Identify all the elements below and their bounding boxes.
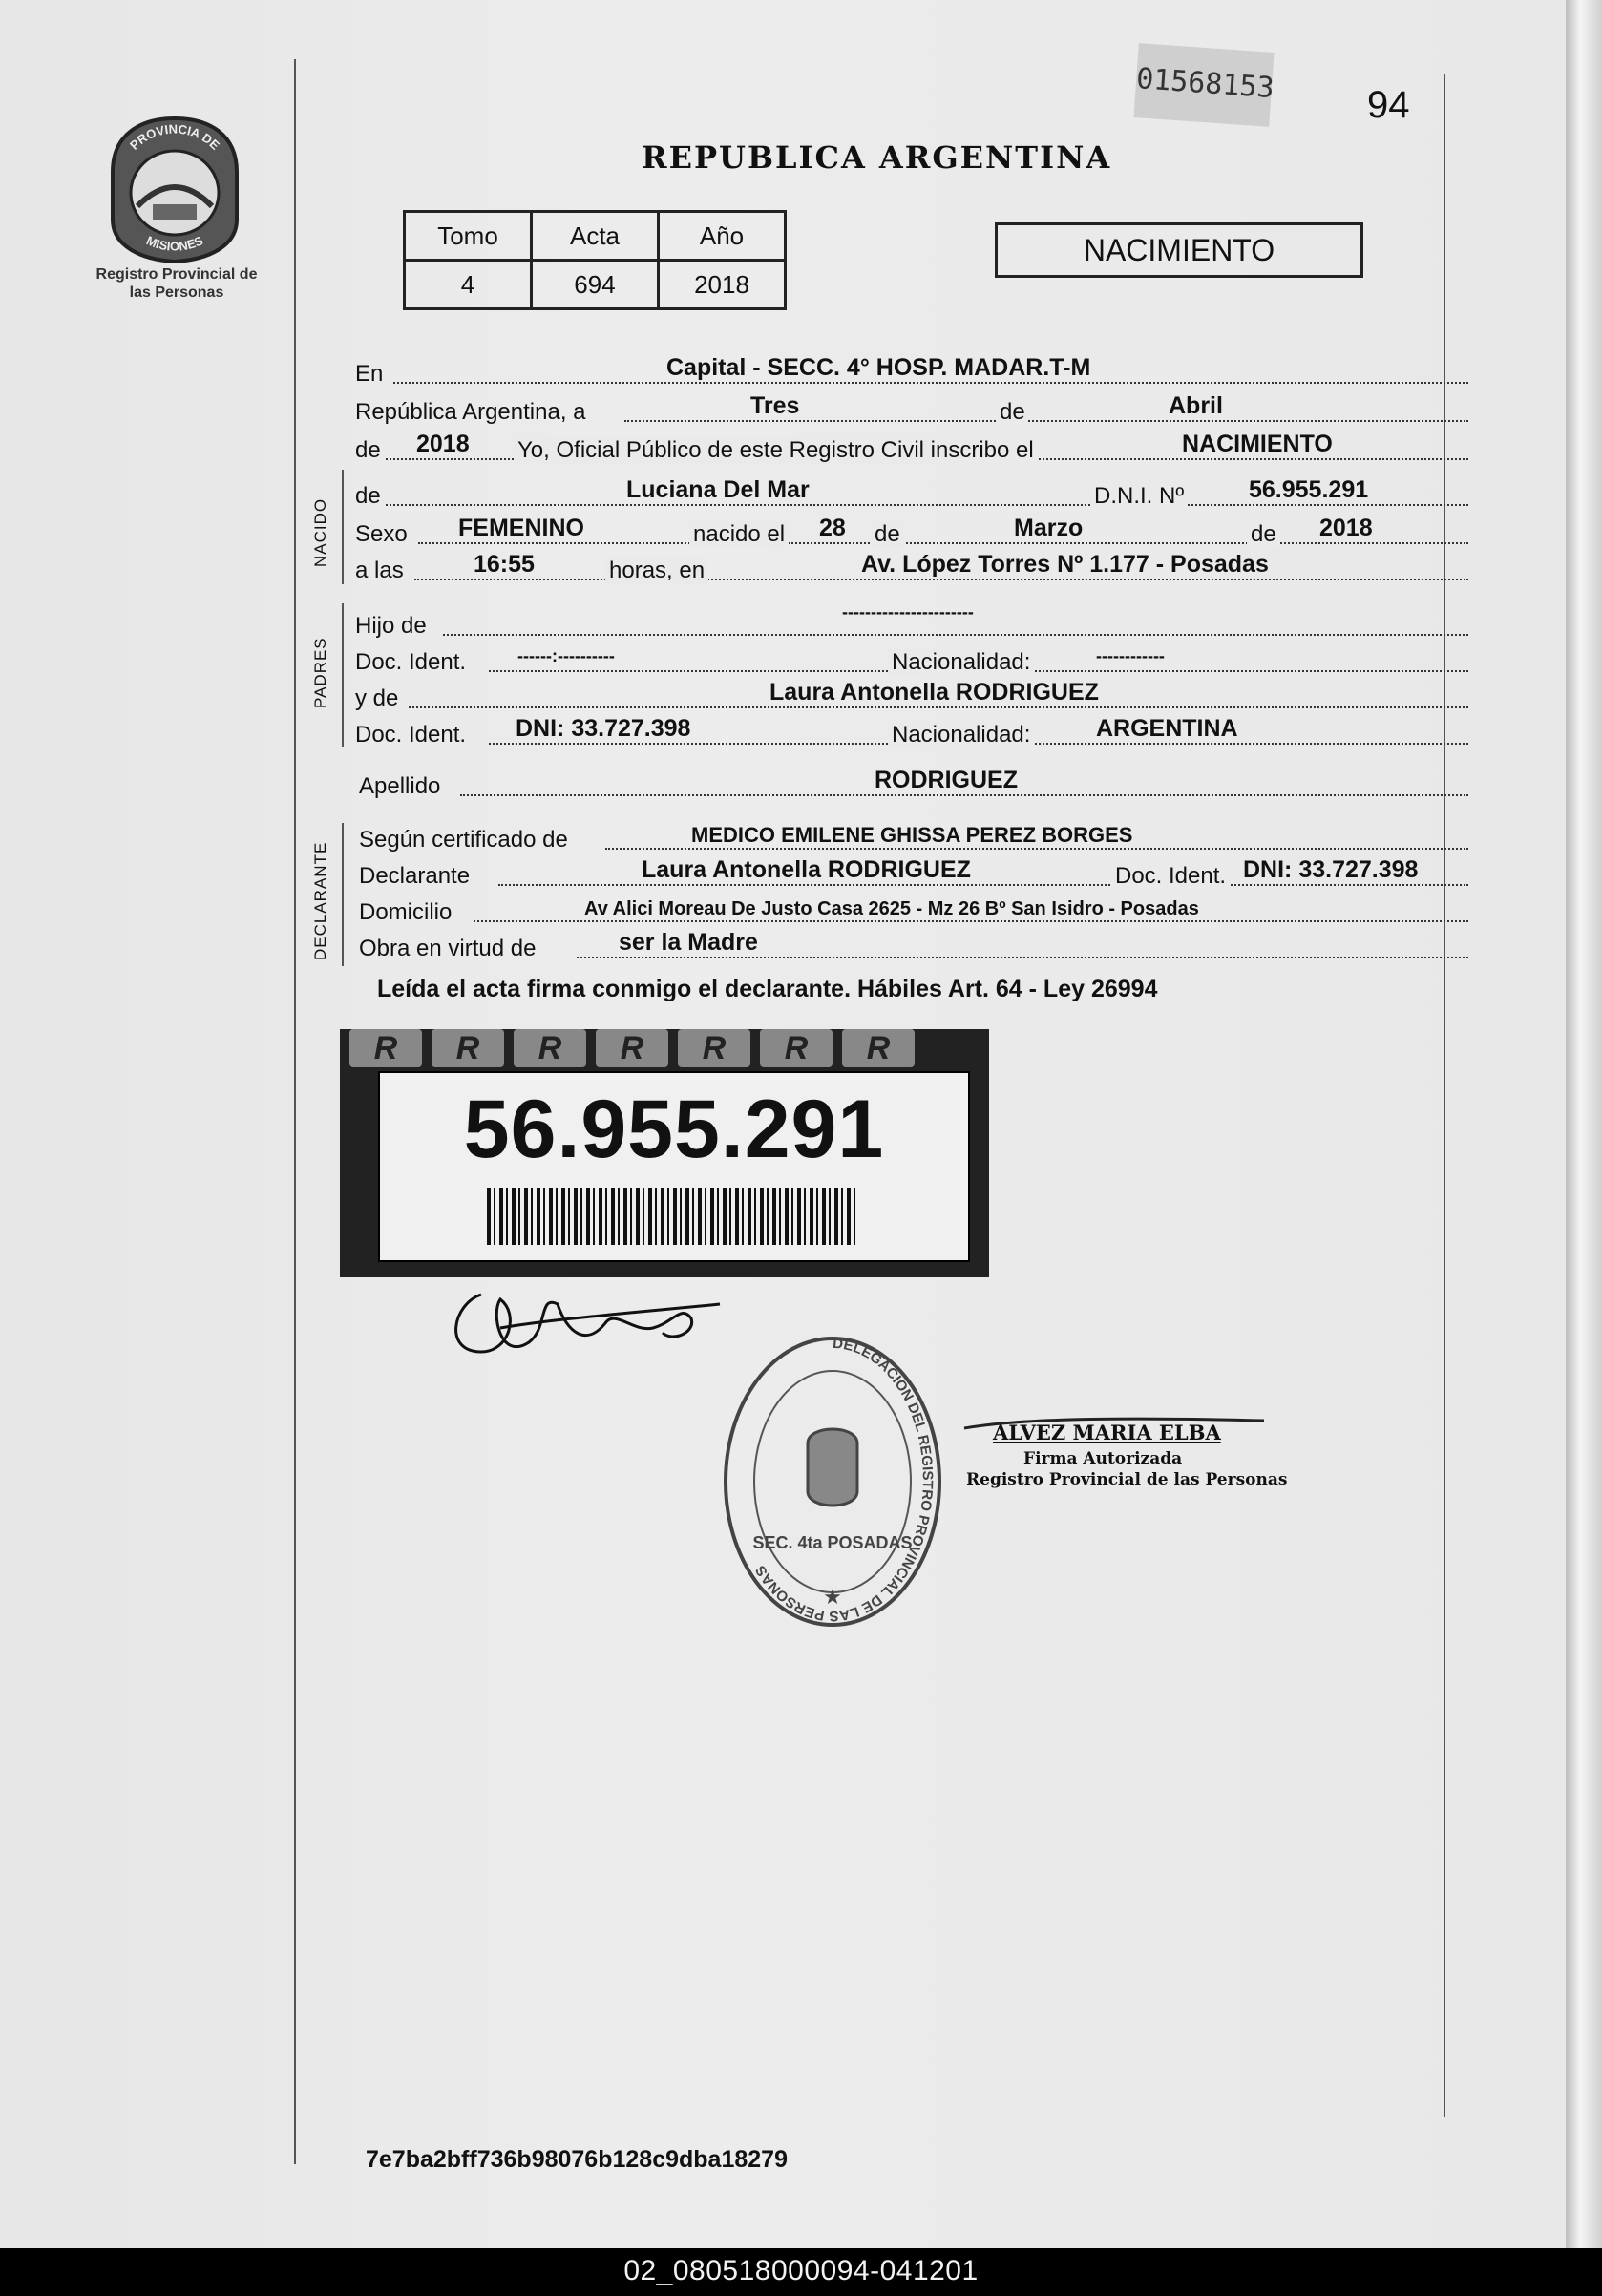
logo-caption: Registro Provincial de las Personas [95,266,258,301]
value-place: Av. López Torres Nº 1.177 - Posadas [861,551,1269,578]
label-segun: Según certificado de [359,827,568,853]
value-hijo: ----------------------- [842,602,974,621]
pattern-letter: R [678,1029,750,1067]
registry-stamp [718,1329,947,1634]
table-header-tomo: Tomo [405,212,532,261]
legal-note: Leída el acta firma conmigo el declarante. Hábiles Art. 64 - Ley 26994 [377,976,1158,1002]
row-name [355,477,1468,510]
section-label-nacido: NACIDO [311,497,329,567]
row-doc1 [355,643,1468,676]
table-value-anio: 2018 [659,261,786,309]
dotted-line [418,542,1468,544]
row-doc2 [355,716,1468,748]
label-dni: D.N.I. Nº [1090,483,1188,510]
stamp-inner-text: SEC. 4ta POSADAS [752,1533,913,1552]
record-type-box: NACIMIENTO [995,222,1363,278]
dotted-line [409,706,1468,708]
dotted-line [605,848,1468,850]
section-label-declarante: DECLARANTE [311,841,329,960]
dotted-line [624,420,1468,422]
footer-code: 02_080518000094-041201 [623,2255,979,2286]
seal-arc-bottom: MISIONES [144,233,205,254]
value-dni: 56.955.291 [1249,476,1369,503]
label-domicilio: Domicilio [359,899,453,925]
label-de: de [997,399,1028,426]
table-header-acta: Acta [532,212,659,261]
label-nacionalidad: Nacionalidad: [888,722,1034,748]
row-domicilio [355,894,1468,926]
label-declarante: Declarante [359,863,471,889]
section-bracket-nacido [342,470,344,584]
row-obra [355,930,1468,962]
dotted-line [414,579,1468,580]
label-doc-ident: Doc. Ident. [355,649,467,675]
label-apellido: Apellido [359,773,441,799]
province-seal-icon [103,113,246,265]
left-margin-line [294,59,296,2164]
stamp-outer-text: DELEGACION DEL REGISTRO PROVINCIAL DE LAS PERSONAS [752,1335,937,1625]
value-birth-month: Marzo [1014,515,1084,541]
label-republica: República Argentina, a [355,399,586,425]
row-apellido [355,768,1468,800]
row-sexo [355,516,1468,548]
value-nac1: ------------ [1096,646,1165,665]
row-hijo [355,602,1468,640]
pattern-letter: R [842,1029,915,1067]
row-en [355,355,1468,388]
serial-stamp [1133,43,1274,127]
barcode [487,1188,859,1245]
table-header-anio: Año [659,212,786,261]
label-doc-ident: Doc. Ident. [1111,863,1230,890]
dotted-line [386,504,1468,506]
value-birth-year: 2018 [1319,515,1373,541]
label-doc-ident: Doc. Ident. [355,722,467,748]
value-year: 2018 [416,431,470,457]
label-en: En [355,361,384,387]
value-doc2: DNI: 33.727.398 [516,715,691,742]
dotted-line [577,957,1468,958]
label-a-las: a las [355,558,404,583]
declarant-signature [443,1275,729,1380]
label-sexo: Sexo [355,521,408,547]
stamp-star-icon: ★ [823,1585,842,1609]
dotted-line [498,884,1468,886]
section-bracket-declarante [342,823,344,966]
label-obra: Obra en virtud de [359,936,537,961]
label-oficial: Yo, Oficial Público de este Registro Civil inscribo el [514,437,1038,464]
label-hijo-de: Hijo de [355,613,427,639]
official-name: ALVEZ MARIA ELBA [993,1421,1221,1444]
pattern-letter: R [596,1029,668,1067]
pattern-letter: R [514,1029,586,1067]
dni-number-panel [378,1071,970,1262]
label-de: de [871,521,904,548]
label-de: de [1247,521,1280,548]
page-edge [1566,0,1602,2248]
pattern-letter: R [432,1029,504,1067]
official-office: Registro Provincial de las Personas [966,1470,1288,1489]
dotted-line [460,794,1468,796]
value-month: Abril [1169,392,1223,419]
dotted-line [393,382,1468,384]
value-segun: MEDICO EMILENE GHISSA PEREZ BORGES [691,823,1133,847]
value-nac2: ARGENTINA [1096,715,1238,742]
pattern-letter: R [760,1029,833,1067]
seal-arc-top: PROVINCIA DE [126,121,223,153]
pattern-letter: R [349,1029,422,1067]
value-domicilio: Av Alici Moreau De Justo Casa 2625 - Mz 26 Bº San Isidro - Posadas [584,898,1199,919]
label-de2: de [355,437,381,463]
dotted-line [474,920,1468,922]
dotted-line [443,634,1468,636]
label-de: de [355,483,381,509]
value-apellido: RODRIGUEZ [875,767,1018,793]
label-y-de: y de [355,685,399,711]
dni-big-number: 56.955.291 [463,1084,885,1175]
label-nacido-el: nacido el [689,521,789,548]
row-y-de [355,680,1468,712]
value-en: Capital - SECC. 4° HOSP. MADAR.T-M [666,354,1091,381]
row-declarante [355,857,1468,890]
value-birth-day: 28 [819,515,846,541]
dni-label-block [340,1029,989,1277]
table-value-acta: 694 [532,261,659,309]
value-declarante: Laura Antonella RODRIGUEZ [642,856,971,883]
row-republica [355,393,1468,426]
security-pattern [349,1029,915,1067]
value-obra: ser la Madre [619,929,758,956]
table-value-tomo: 4 [405,261,532,309]
document-title: REPUBLICA ARGENTINA [642,139,1112,176]
value-mother: Laura Antonella RODRIGUEZ [769,679,1099,706]
value-day: Tres [750,392,800,419]
row-hora [355,552,1468,584]
value-time: 16:55 [474,551,535,578]
page-number: 94 [1367,84,1410,126]
value-sexo: FEMENINO [458,515,584,541]
section-label-padres: PADRES [311,637,329,708]
value-inscribo: NACIMIENTO [1182,431,1333,457]
section-bracket-padres [342,603,344,747]
row-year [355,432,1468,464]
label-nacionalidad: Nacionalidad: [888,649,1034,676]
value-declarante-doc: DNI: 33.727.398 [1243,856,1419,883]
value-doc1: ------:---------- [517,646,615,665]
serial-number: 01568153 [1135,62,1275,106]
value-name: Luciana Del Mar [626,476,810,503]
official-role: Firma Autorizada [1023,1449,1183,1468]
document-hash: 7e7ba2bff736b98076b128c9dba18279 [366,2146,788,2173]
label-horas: horas, en [605,558,708,584]
row-segun [355,821,1468,853]
registry-table [403,210,787,310]
